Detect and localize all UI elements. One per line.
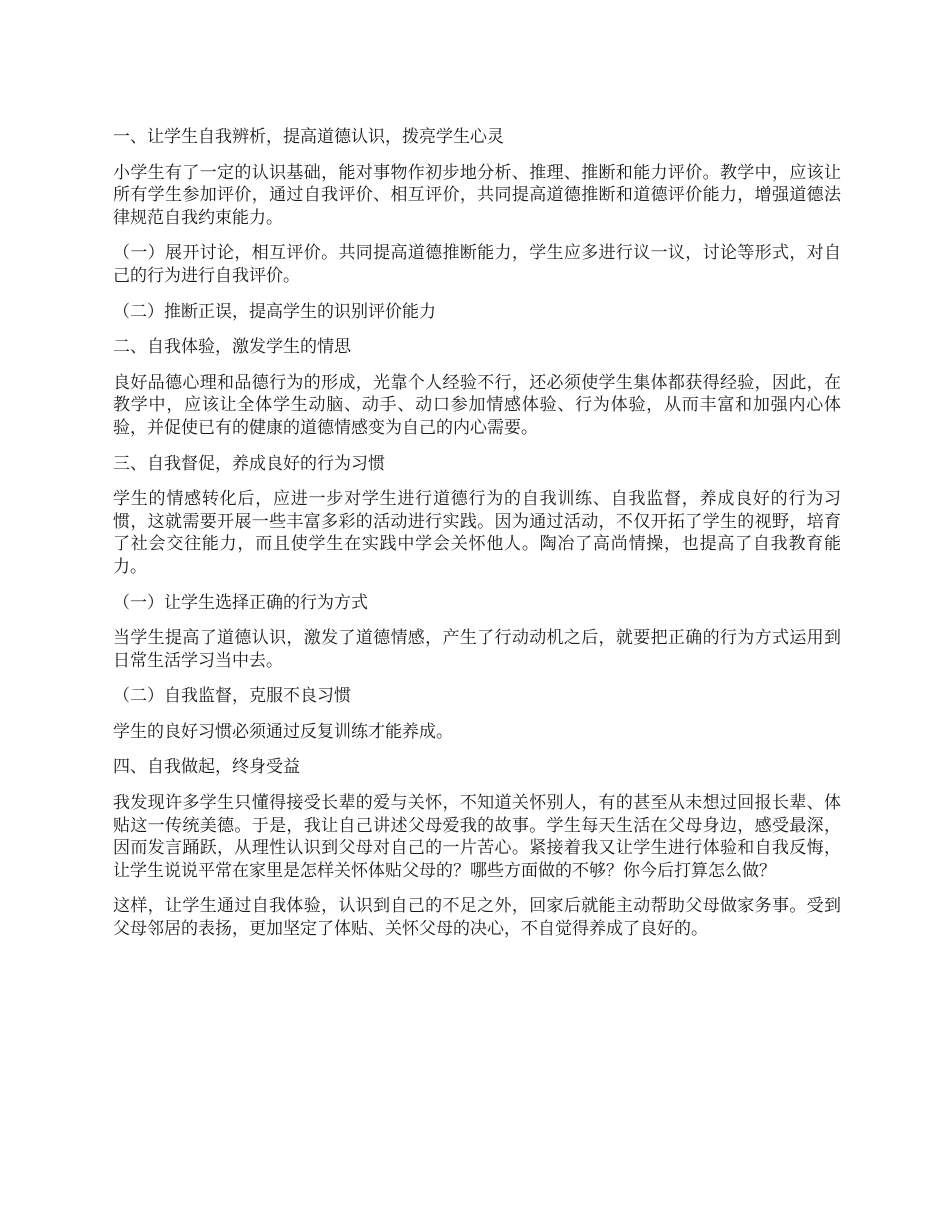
paragraph-3: 良好品德心理和品德行为的形成，光靠个人经验不行，还必须使学生集体都获得经验，因此，在教学中，应该让全体学生动脑、动手、动口参加情感体验、行为体验，从而丰富和加强内心体验，并促使已有的健康的道德情感变为自己的内心需要。 xyxy=(113,372,841,438)
paragraph-5: 当学生提高了道德认识，激发了道德情感，产生了行动动机之后，就要把正确的行为方式运用到日常生活学习当中去。 xyxy=(113,628,841,671)
subheading-3-2: （二）自我监督，克服不良习惯 xyxy=(113,686,351,707)
paragraph-1: 小学生有了一定的认识基础，能对事物作初步地分析、推理、推断和能力评价。教学中，应该让所有学生参加评价，通过自我评价、相互评价，共同提高道德推断和道德评价能力，增强道德法律规范自我约束能力。 xyxy=(113,162,841,228)
paragraph-4: 学生的情感转化后，应进一步对学生进行道德行为的自我训练、自我监督，养成良好的行为习惯，这就需要开展一些丰富多彩的活动进行实践。因为通过活动，不仅开拓了学生的视野，培育了社会交往能力，而且使学生在实践中学会关怀他人。陶冶了高尚情操，也提高了自我教育能力。 xyxy=(113,489,841,577)
document-body xyxy=(113,126,841,954)
section-heading-2: 二、自我体验，激发学生的情思 xyxy=(113,337,351,358)
paragraph-6: 学生的良好习惯必须通过反复训练才能养成。 xyxy=(113,721,453,742)
section-heading-4: 四、自我做起，终身受益 xyxy=(113,757,300,778)
paragraph-2: （一）展开讨论，相互评价。共同提高道德推断能力，学生应多进行议一议，讨论等形式，对自己的行为进行自我评价。 xyxy=(113,243,841,286)
subheading-3-1: （一）让学生选择正确的行为方式 xyxy=(113,592,368,613)
subheading-1-2: （二）推断正误，提高学生的识别评价能力 xyxy=(113,301,436,322)
section-heading-3: 三、自我督促，养成良好的行为习惯 xyxy=(113,453,385,474)
section-heading-1: 一、让学生自我辨析，提高道德认识，拨亮学生心灵 xyxy=(113,127,504,147)
paragraph-8: 这样，让学生通过自我体验，认识到自己的不足之外，回家后就能主动帮助父母做家务事。受到父母邻居的表扬，更加坚定了体贴、关怀父母的决心，不自觉得养成了良好的。 xyxy=(113,896,841,940)
paragraph-7: 我发现许多学生只懂得接受长辈的爱与关怀，不知道关怀别人，有的甚至从未想过回报长辈、体贴这一传统美德。于是，我让自己讲述父母爱我的故事。学生每天生活在父母身边，感受最深，因而发言踊跃，从理性认识到父母对自己的一片苦心。紧接着我又让学生进行体验和自我反悔，让学生说说平常在家里是怎样关怀体贴父母的？哪些方面做的不够？你今后打算怎么做？ xyxy=(113,793,841,881)
